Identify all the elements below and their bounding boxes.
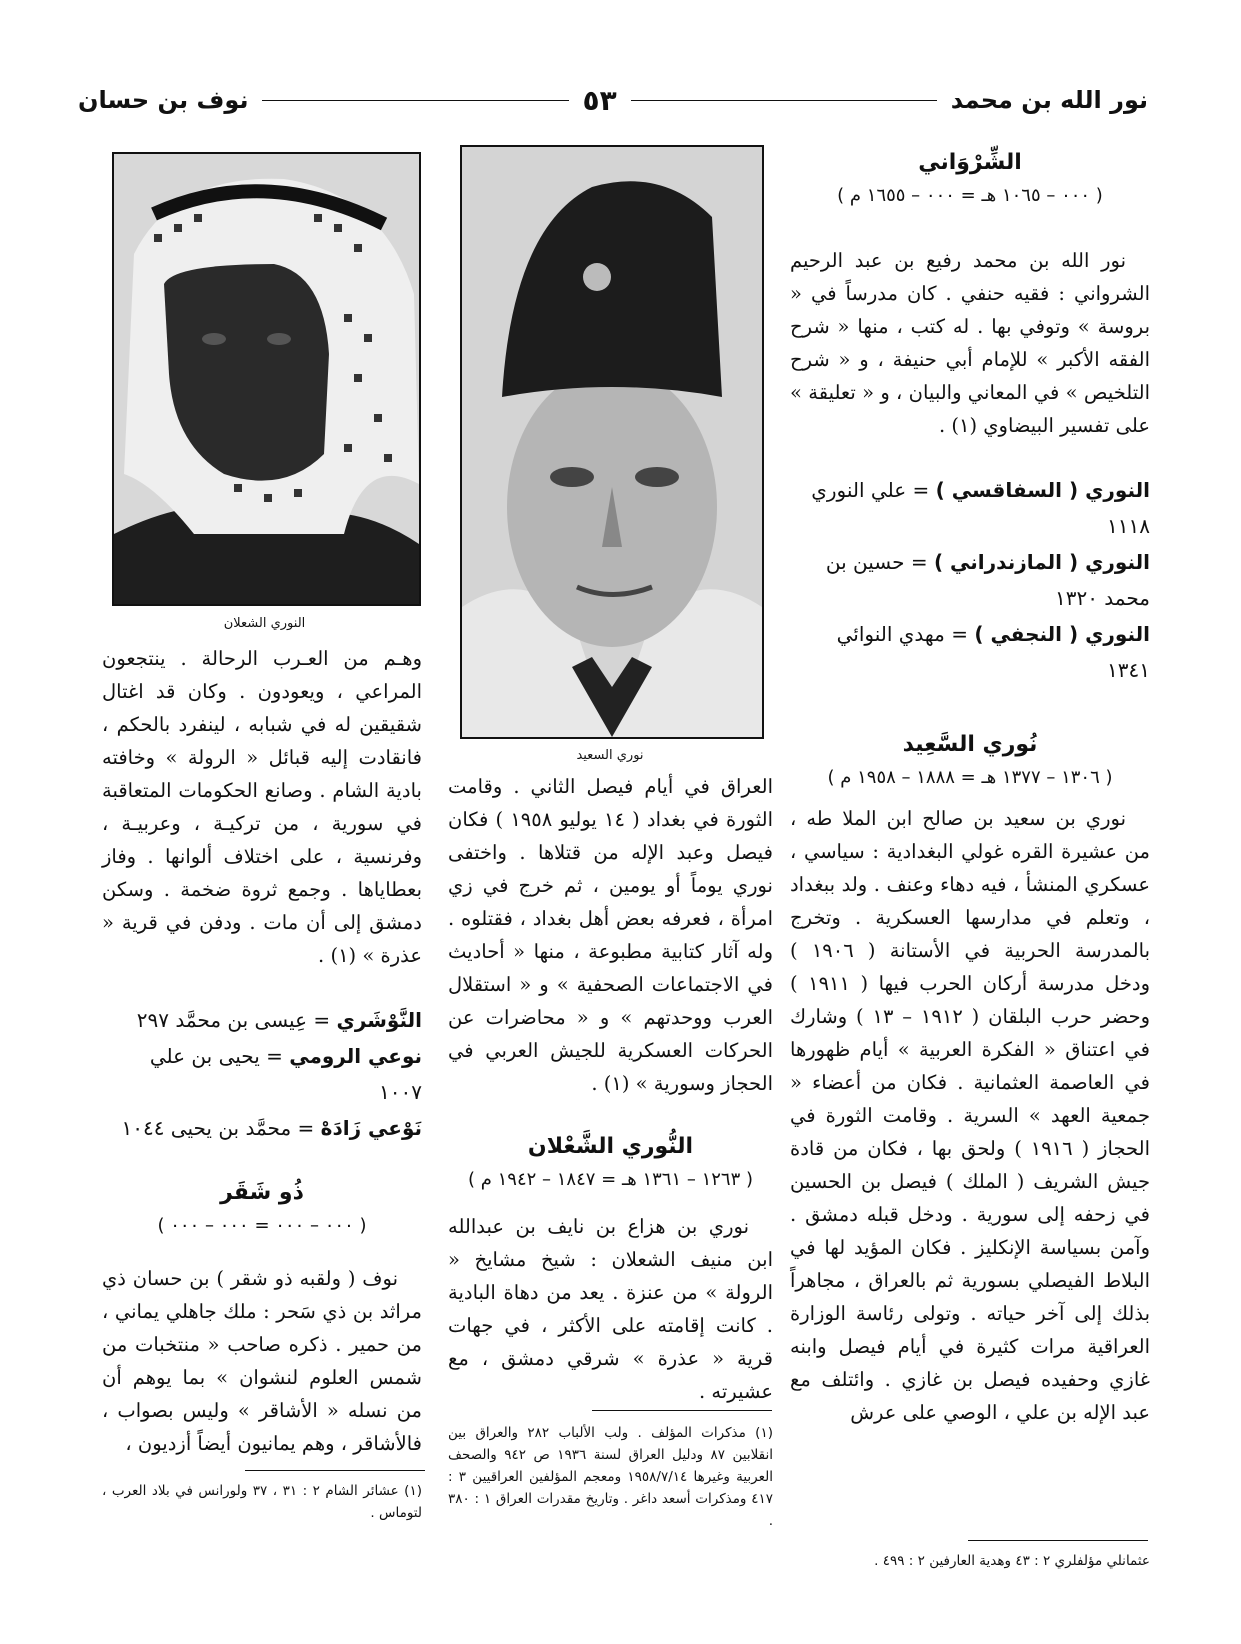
entry-text-nuri-said: نوري بن سعيد بن صالح ابن الملا طه ، من عشيرة القره غولي البغدادية : سياسي ، عسكري المنشأ ، فيه دهاء وعنف . ولد ببغداد ، وتعلم في مدارسها العسكرية . وتخرج بالمدرسة الحربية في الأستانة ( ١٩٠٦ ) ودخل مدرسة أركان الحرب فيها ( ١٩١١ ) وحضر حرب البلقان ( ١٩١٢ – ١٣ ) وشارك في اعتناق « الفكرة العربية » أيام ظهورها في العاصمة العثمانية . فكان من أعضاء « جمعية العهد » السرية . وقامت الثورة في الحجاز ( ١٩١٦ ) ولحق بها ، فكان من قادة جيش الشريف ( الملك ) فيصل بن الحسين في زحفه إلى سورية . ودخل قبله دمشق . وآمن بسياسة الإنكليز . فكان المؤيد لها في البلاط الفيصلي بسورية ثم بالعراق ، مجاهراً بذلك إلى آخر حياته . وتولى رئاسة الوزارة العراقية مرات كثيرة في أيام فيصل وابنه غازي وحفيده فيصل بن غازي . وائتلف مع عبد الإله بن علي ، الوصي على عرش — [790, 807, 1150, 1424]
footnote-middle: (١) مذكرات المؤلف . ولب الألباب ٢٨٢ والعراق بين انقلابين ٨٧ ودليل العراق لسنة ١٩٣٦ ص ٩٤٢ والصحف العربية وغيرها ١٩٥٨/٧/١٤ ومعجم المؤلفين العراقيين ٣ : ٤١٧ ومذكرات أسعد داغر . وتاريخ مقدرات العراق ١ : ٣٨٠ . — [448, 1425, 773, 1529]
photo-caption-nuri-said: نوري السعيد — [576, 748, 644, 763]
entry-text-dhu-shaqar: نوف ( ولقبه ذو شقر ) بن حسان ذي مراثد بن ذي سَحر : ملك جاهلي يماني ، من حمير . ذكره صاحب « منتخبات من شمس العلوم لنشوان » بما يوهم أن من نسله « الأشاقر » وليس بصواب ، فالأشاقر ، وهم يمانيون أيضاً أزديون ، — [102, 1267, 422, 1455]
middle-text-continuation: العراق في أيام فيصل الثاني . وقامت الثورة في بغداد ( ١٤ يوليو ١٩٥٨ ) فكان فيصل وعبد الإله من قتلاها . واختفى نوري يوماً أو يومين ، ثم خرج في زي امرأة ، فعرفه بعض أهل بغداد ، فقتلوه . وله آثار كتابية مطبوعة ، منها « أحاديث في الاجتماعات الصحفية » و « استقلال العرب ووحدتهم » و « محاضرات عن الحركات العسكرية للجيش العربي في الحجاز وسورية » (١) . — [448, 775, 773, 1095]
header-left-title: نوف بن حسان — [77, 86, 249, 114]
photo-nuri-said — [460, 145, 764, 739]
cross-references-right — [790, 472, 1150, 688]
xref-item: نوعي الرومي = يحيى بن علي ١٠٠٧ — [149, 1044, 422, 1104]
entry-title-nuri-said: نُوري السَّعِيد — [902, 732, 1038, 757]
header-rule-right — [631, 100, 937, 101]
xref-item: نَوْعي زَادَهْ = محمَّد بن يحيى ١٠٤٤ — [121, 1116, 422, 1140]
right-column — [790, 140, 1150, 1429]
entry-text-shirwani: نور الله بن محمد رفيع بن عبد الرحيم الشرواني : فقيه حنفي . كان مدرساً في « بروسة » وتوفي بها . له كتب ، منها « شرح الفقه الأكبر » للإمام أبي حنيفة ، و « شرح التلخيص » في المعاني والبيان ، و « تعليقة » على تفسير البيضاوي (١) . — [790, 249, 1150, 437]
entry-dates-nuri-said: ( ١٣٠٦ – ١٣٧٧ هـ = ١٨٨٨ – ١٩٥٨ م ) — [827, 767, 1113, 788]
entry-text-shaalan: نوري بن هزاع بن نايف بن عبدالله ابن منيف الشعلان : شيخ مشايخ « الرولة » من عنزة . يعد من دهاة البادية . كانت إقامته على الأكثر ، في جهات قرية « عذرة » شرقي دمشق ، مع عشيرته . — [448, 1215, 773, 1403]
footnote-left: (١) عشائر الشام ٢ : ٣١ ، ٣٧ ولورانس في بلاد العرب ، لتوماس . — [102, 1483, 422, 1521]
footnote-rule-left — [245, 1470, 425, 1471]
entry-title-shirwani: الشِّرْوَاني — [918, 150, 1022, 175]
header-right-title: نور الله بن محمد — [950, 86, 1148, 114]
footnote-right: عثمانلي مؤلفلري ٢ : ٤٣ وهدية العارفين ٢ : ٤٩٩ . — [874, 1553, 1150, 1569]
footnote-rule-middle — [592, 1410, 772, 1411]
left-column — [102, 642, 422, 1460]
entry-title-dhu-shaqar: ذُو شَقَر — [220, 1180, 304, 1205]
running-header — [78, 80, 1148, 120]
entry-dates-shirwani: ( ٠٠٠ – ١٠٦٥ هـ = ٠٠٠ – ١٦٥٥ م ) — [837, 185, 1103, 206]
xref-item: النوري ( السفاقسي ) = علي النوري ١١١٨ — [811, 478, 1150, 538]
middle-column — [448, 770, 773, 1408]
footnote-rule-right — [968, 1540, 1148, 1541]
xref-item: النوري ( المازندراني ) = حسين بن محمد ١٣٢٠ — [825, 550, 1150, 610]
photo-shaalan — [112, 152, 421, 606]
entry-title-shaalan: النُّوري الشَّعْلان — [527, 1134, 694, 1159]
header-rule-left — [262, 100, 568, 101]
xref-item: النوري ( النجفي ) = مهدي النوائي ١٣٤١ — [836, 622, 1150, 682]
left-text-continuation: وهـم من العـرب الرحالة . ينتجعون المراعي ، ويعودون . وكان قد اغتال شقيقين له في شبابه ، لينفرد بالحكم ، فانقادت إليه قبائل « الرولة » وخافته بادية الشام . وصانع الحكومات المتعاقبة في سورية ، من تركيـة ، وعربيـة ، وفرنسية ، على اختلاف ألوانها . وفاز بعطاياها . وجمع ثروة ضخمة . وسكن دمشق إلى أن مات . ودفن في قرية « عذرة » (١) . — [102, 647, 422, 967]
photo-caption-shaalan: النوري الشعلان — [223, 616, 306, 631]
xref-item: النَّوْشَري = عِيسى بن محمَّد ٢٩٧ — [136, 1008, 422, 1032]
cross-references-left — [102, 1002, 422, 1146]
entry-dates-shaalan: ( ١٢٦٣ – ١٣٦١ هـ = ١٨٤٧ – ١٩٤٢ م ) — [468, 1169, 753, 1190]
page-number: ٥٣ — [582, 83, 617, 117]
portrait-nuri-said — [462, 147, 762, 737]
entry-dates-dhu-shaqar: ( ٠٠٠ – ٠٠٠ = ٠٠٠ – ٠٠٠ ) — [157, 1215, 367, 1236]
portrait-shaalan — [114, 154, 419, 604]
